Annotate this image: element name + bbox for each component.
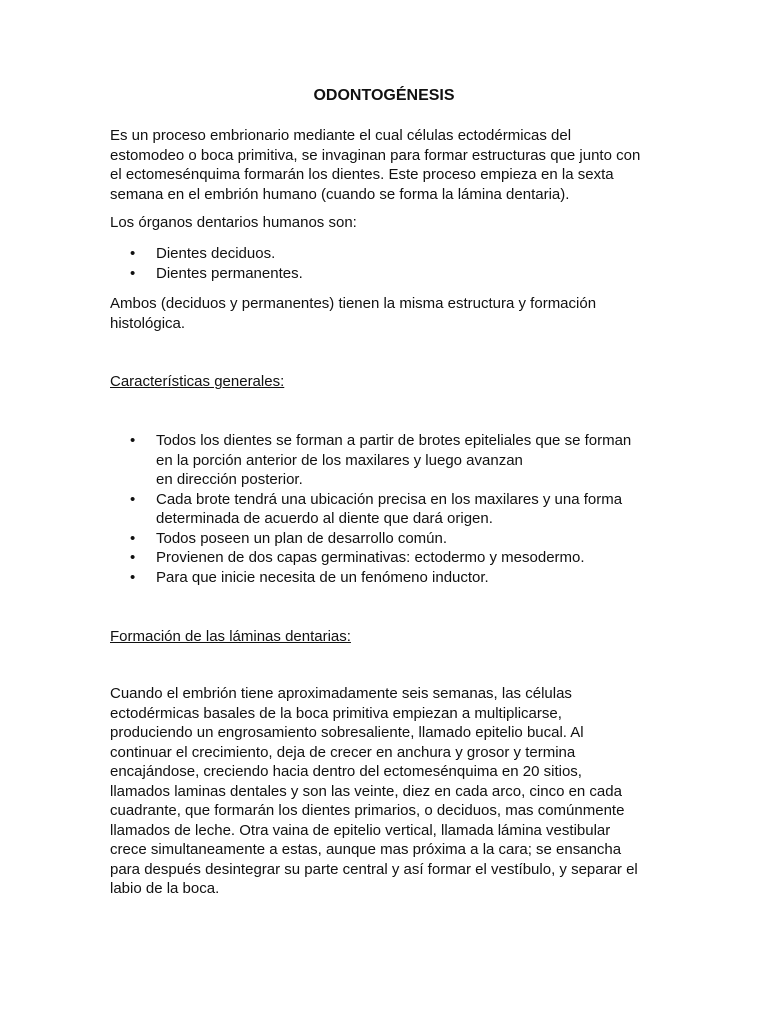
list-item <box>110 529 658 549</box>
laminas-heading: Formación de las láminas dentarias: <box>110 628 351 645</box>
bullet-icon: • <box>130 245 136 262</box>
same-structure-paragraph <box>110 294 658 333</box>
characteristics-heading: Características generales: <box>110 373 285 390</box>
list-item <box>110 244 658 264</box>
bullet-icon: • <box>130 549 136 566</box>
text-line: cuadrante, que formarán los dientes primarios, o deciduos, mas comúnmente <box>110 802 625 819</box>
text-line: Todos los dientes se forman a partir de brotes epiteliales que se forman <box>156 432 632 449</box>
text-line: ectodérmicas basales de la boca primitiva empiezan a multiplicarse, <box>110 704 562 722</box>
text-line: en la porción anterior de los maxilares y luego avanzan <box>156 451 523 469</box>
text-line: Cuando el embrión tiene aproximadamente seis semanas, las células <box>110 685 572 702</box>
list-item <box>110 568 658 588</box>
list-item <box>110 490 658 529</box>
organs-list <box>110 244 658 283</box>
bullet-icon: • <box>130 568 136 586</box>
text-line: continuar el crecimiento, deja de crecer en anchura y grosor y termina <box>110 743 576 761</box>
text-line: encajándose, creciendo hacia dentro del ectomesénquima en 20 sitios, <box>110 763 582 780</box>
text-line: el ectomesénquima formarán los dientes. Este proceso empieza en la sexta <box>110 166 614 183</box>
text-line: para después desintegrar su parte central y así formar el vestíbulo, y separar el <box>110 860 638 878</box>
text-line: semana en el embrión humano (cuando se forma la lámina dentaria). <box>110 185 570 203</box>
characteristics-list <box>110 431 658 587</box>
text-line: llamados laminas dentales y son las veinte, diez en cada arco, cinco en cada <box>110 782 622 800</box>
text-line: en dirección posterior. <box>156 471 303 488</box>
organs-intro: Los órganos dentarios humanos son: <box>110 214 357 231</box>
text-line: Provienen de dos capas germinativas: ectodermo y mesodermo. <box>156 549 585 566</box>
bullet-icon: • <box>130 529 136 547</box>
text-line: histológica. <box>110 314 186 332</box>
text-line: llamados de leche. Otra vaina de epitelio vertical, llamada lámina vestibular <box>110 821 611 839</box>
text-line: Todos poseen un plan de desarrollo común. <box>156 529 448 547</box>
list-item <box>110 264 658 284</box>
bullet-icon: • <box>130 490 136 508</box>
list-item <box>110 431 658 490</box>
list-item-text: Dientes permanentes. <box>156 264 303 282</box>
intro-paragraph <box>110 126 658 204</box>
page-title: ODONTOGÉNESIS <box>313 87 455 104</box>
bullet-icon: • <box>130 432 136 449</box>
text-line: crece simultaneamente a estas, aunque mas próxima a la cara; se ensancha <box>110 841 622 858</box>
text-line: determinada de acuerdo al diente que dará origen. <box>156 510 493 527</box>
text-line: labio de la boca. <box>110 880 220 897</box>
bullet-icon: • <box>130 264 136 282</box>
text-line: Es un proceso embrionario mediante el cual células ectodérmicas del <box>110 127 572 144</box>
text-line: produciendo un engrosamiento sobresaliente, llamado epitelio bucal. Al <box>110 724 584 741</box>
list-item-text: Dientes deciduos. <box>156 245 276 262</box>
list-item <box>110 548 658 568</box>
laminas-paragraph <box>110 684 658 899</box>
text-line: Para que inicie necesita de un fenómeno inductor. <box>156 568 489 586</box>
text-line: Ambos (deciduos y permanentes) tienen la misma estructura y formación <box>110 295 597 312</box>
text-line: Cada brote tendrá una ubicación precisa en los maxilares y una forma <box>156 490 623 508</box>
text-line: estomodeo o boca primitiva, se invaginan para formar estructuras que junto con <box>110 146 641 164</box>
